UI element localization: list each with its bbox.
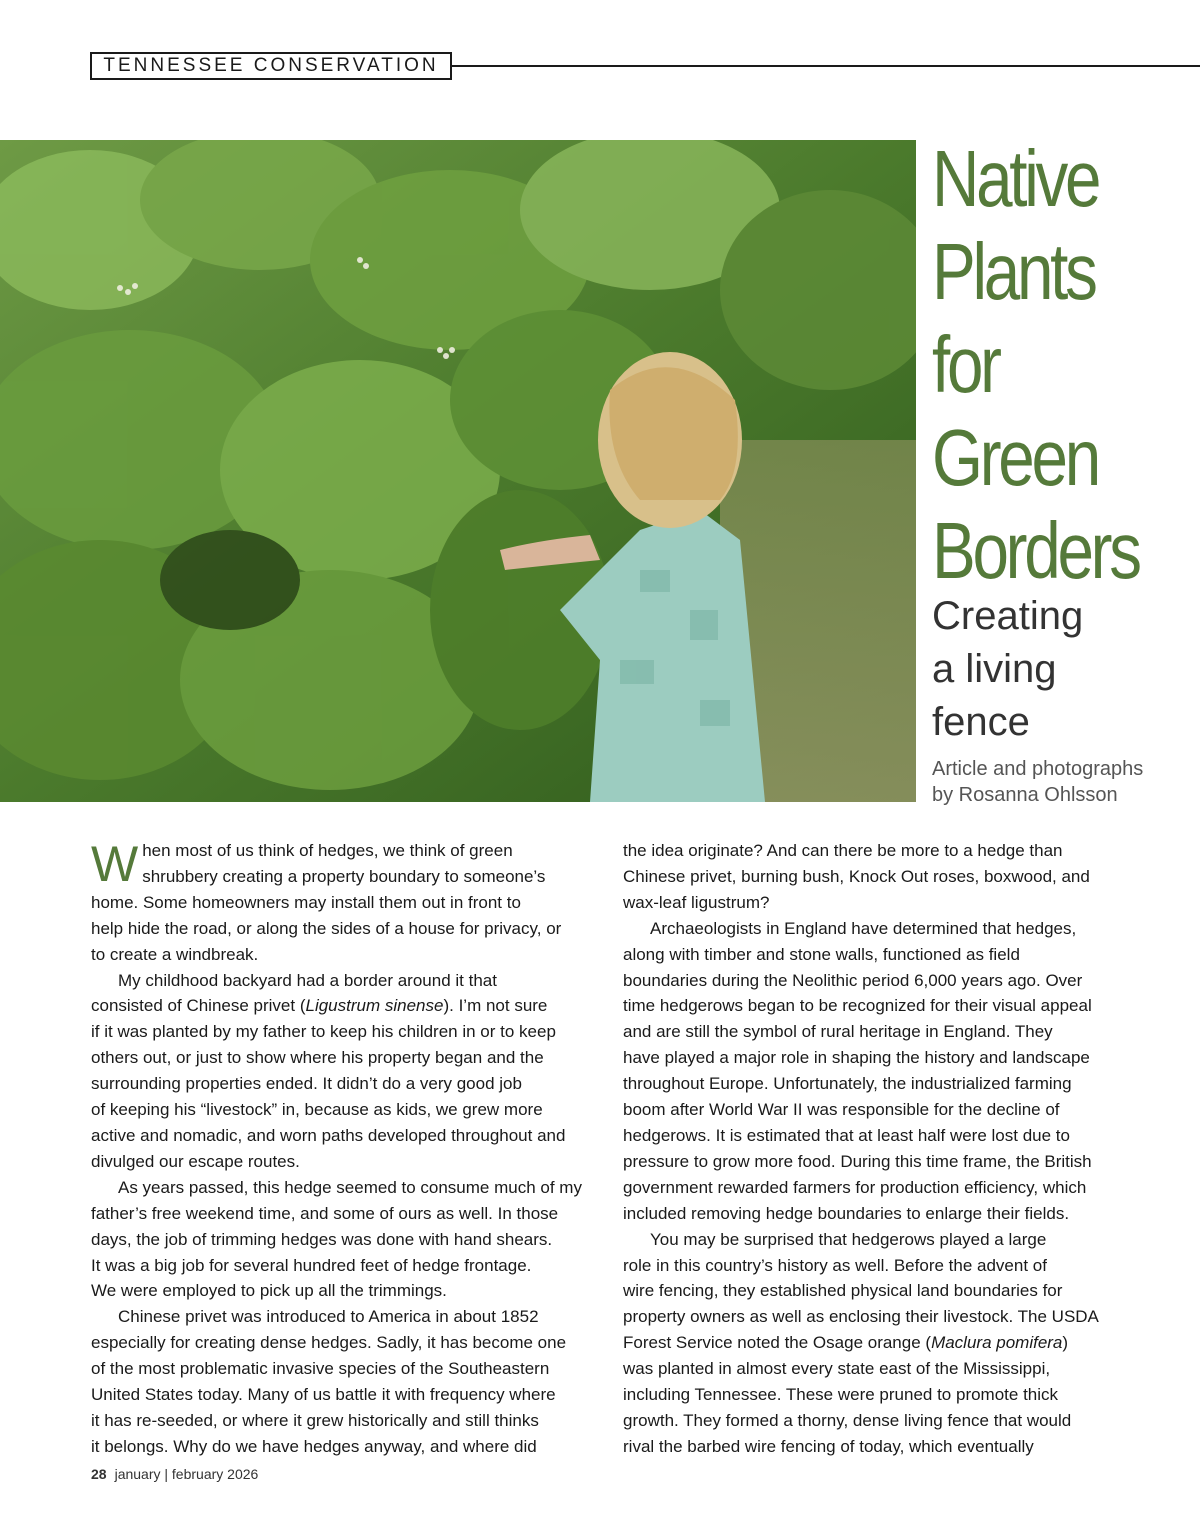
subtitle-line: fence <box>932 700 1030 744</box>
text-line: of the most problematic invasive species of the Southeastern <box>91 1359 550 1379</box>
text-line: We were employed to pick up all the trimmings. <box>91 1281 447 1301</box>
text-line: wax-leaf ligustrum? <box>623 892 770 912</box>
text-line: others out, or just to show where his property began and the <box>91 1048 544 1068</box>
text-line: My childhood backyard had a border around it that <box>118 970 497 990</box>
text-line: the idea originate? And can there be more to a hedge than <box>623 841 1063 860</box>
boy-at-hedge-photo <box>0 140 916 802</box>
text-line: throughout Europe. Unfortunately, the industrialized farming <box>623 1074 1072 1094</box>
text-run: Forest Service noted the Osage orange ( <box>623 1333 932 1353</box>
text-line: Archaeologists in England have determined that hedges, <box>650 918 1077 938</box>
text-run: consisted of Chinese privet ( <box>91 996 306 1016</box>
paragraph <box>91 968 601 1175</box>
text-line: It was a big job for several hundred feet of hedge frontage. <box>91 1255 532 1275</box>
text-line: government rewarded farmers for production efficiency, which <box>623 1177 1087 1197</box>
text-line: especially for creating dense hedges. Sadly, it has become one <box>91 1333 567 1353</box>
drop-cap: W <box>91 836 139 892</box>
text-line: was planted in almost every state east of the Mississippi, <box>623 1359 1051 1379</box>
text-line: hen most of us think of hedges, we think of green <box>142 841 513 860</box>
paragraph <box>91 1175 601 1305</box>
paragraph <box>91 1304 601 1459</box>
masthead-rule <box>452 65 1200 67</box>
text-line: including Tennessee. These were pruned to promote thick <box>623 1385 1059 1405</box>
text-line: boom after World War II was responsible for the decline of <box>623 1100 1060 1120</box>
paragraph <box>623 916 1133 1227</box>
text-line: it belongs. Why do we have hedges anyway, and where did <box>91 1436 537 1456</box>
text-line: shrubbery creating a property boundary to someone’s <box>142 866 546 886</box>
body-column-left <box>91 838 601 1460</box>
text-line: home. Some homeowners may install them out in front to <box>91 892 521 912</box>
text-line: hedgerows. It is estimated that at least half were lost due to <box>623 1125 1070 1145</box>
article-subtitle <box>932 590 1192 749</box>
subtitle-line: Creating <box>932 594 1084 638</box>
text-line: help hide the road, or along the sides of a house for privacy, or <box>91 918 562 938</box>
text-line: Chinese privet was introduced to America in about 1852 <box>118 1307 539 1327</box>
byline-line: by Rosanna Ohlsson <box>932 784 1118 806</box>
section-masthead: TENNESSEE CONSERVATION <box>90 52 452 80</box>
body-column-right <box>623 838 1133 1460</box>
text-line <box>623 1330 1133 1356</box>
text-line: if it was planted by my father to keep his children in or to keep <box>91 1022 556 1042</box>
text-line: As years passed, this hedge seemed to consume much of my <box>118 1177 582 1197</box>
text-line: included removing hedge boundaries to enlarge their fields. <box>623 1203 1070 1223</box>
text-line: rival the barbed wire fencing of today, which eventually <box>623 1436 1034 1456</box>
title-line: Green <box>932 413 1098 502</box>
text-line: divulged our escape routes. <box>91 1151 300 1171</box>
text-line: boundaries during the Neolithic period 6,000 years ago. Over <box>623 970 1083 990</box>
text-line: time hedgerows began to be recognized for their visual appeal <box>623 996 1092 1016</box>
page-footer <box>91 1466 258 1482</box>
scientific-name: Maclura pomifera <box>931 1333 1063 1353</box>
text-line: it has re-seeded, or where it grew historically and still thinks <box>91 1410 539 1430</box>
text-line: days, the job of trimming hedges was done with hand shears. <box>91 1229 553 1249</box>
title-line: for <box>932 320 999 409</box>
text-line: property owners as well as enclosing their livestock. The USDA <box>623 1307 1099 1327</box>
byline <box>932 756 1194 808</box>
text-run: ). I’m not sure <box>443 996 548 1016</box>
text-line: growth. They formed a thorny, dense living fence that would <box>623 1410 1072 1430</box>
text-line: have played a major role in shaping the history and landscape <box>623 1048 1090 1068</box>
text-line: You may be surprised that hedgerows played a large <box>650 1229 1047 1249</box>
page-number: 28 <box>91 1466 107 1482</box>
text-line: and are still the symbol of rural heritage in England. They <box>623 1022 1053 1042</box>
title-line: Native <box>932 134 1099 223</box>
text-line: pressure to grow more food. During this time frame, the British <box>623 1151 1092 1171</box>
scientific-name: Ligustrum sinense <box>305 996 444 1016</box>
text-line: Chinese privet, burning bush, Knock Out roses, boxwood, and <box>623 866 1090 886</box>
text-line <box>91 993 601 1019</box>
text-line: United States today. Many of us battle it with frequency where <box>91 1385 556 1405</box>
issue-date: january | february 2026 <box>114 1466 259 1482</box>
paragraph <box>623 838 1133 916</box>
text-run: ) <box>1062 1333 1069 1353</box>
text-line: active and nomadic, and worn paths developed throughout and <box>91 1125 566 1145</box>
paragraph <box>623 1227 1133 1460</box>
text-line: of keeping his “livestock” in, because as kids, we grew more <box>91 1100 543 1120</box>
text-line: role in this country’s history as well. Before the advent of <box>623 1255 1047 1275</box>
text-line: to create a windbreak. <box>91 944 259 964</box>
paragraph <box>91 838 601 968</box>
text-line: surrounding properties ended. It didn’t do a very good job <box>91 1074 522 1094</box>
article-title <box>932 132 1147 597</box>
text-line: wire fencing, they established physical land boundaries for <box>623 1281 1063 1301</box>
subtitle-line: a living <box>932 647 1057 691</box>
title-line: Plants <box>932 227 1095 316</box>
text-line: father’s free weekend time, and some of ours as well. In those <box>91 1203 559 1223</box>
hero-photo <box>0 140 916 802</box>
byline-line: Article and photographs <box>932 758 1144 780</box>
text-line: along with timber and stone walls, functioned as field <box>623 944 1020 964</box>
title-line: Borders <box>932 506 1139 595</box>
